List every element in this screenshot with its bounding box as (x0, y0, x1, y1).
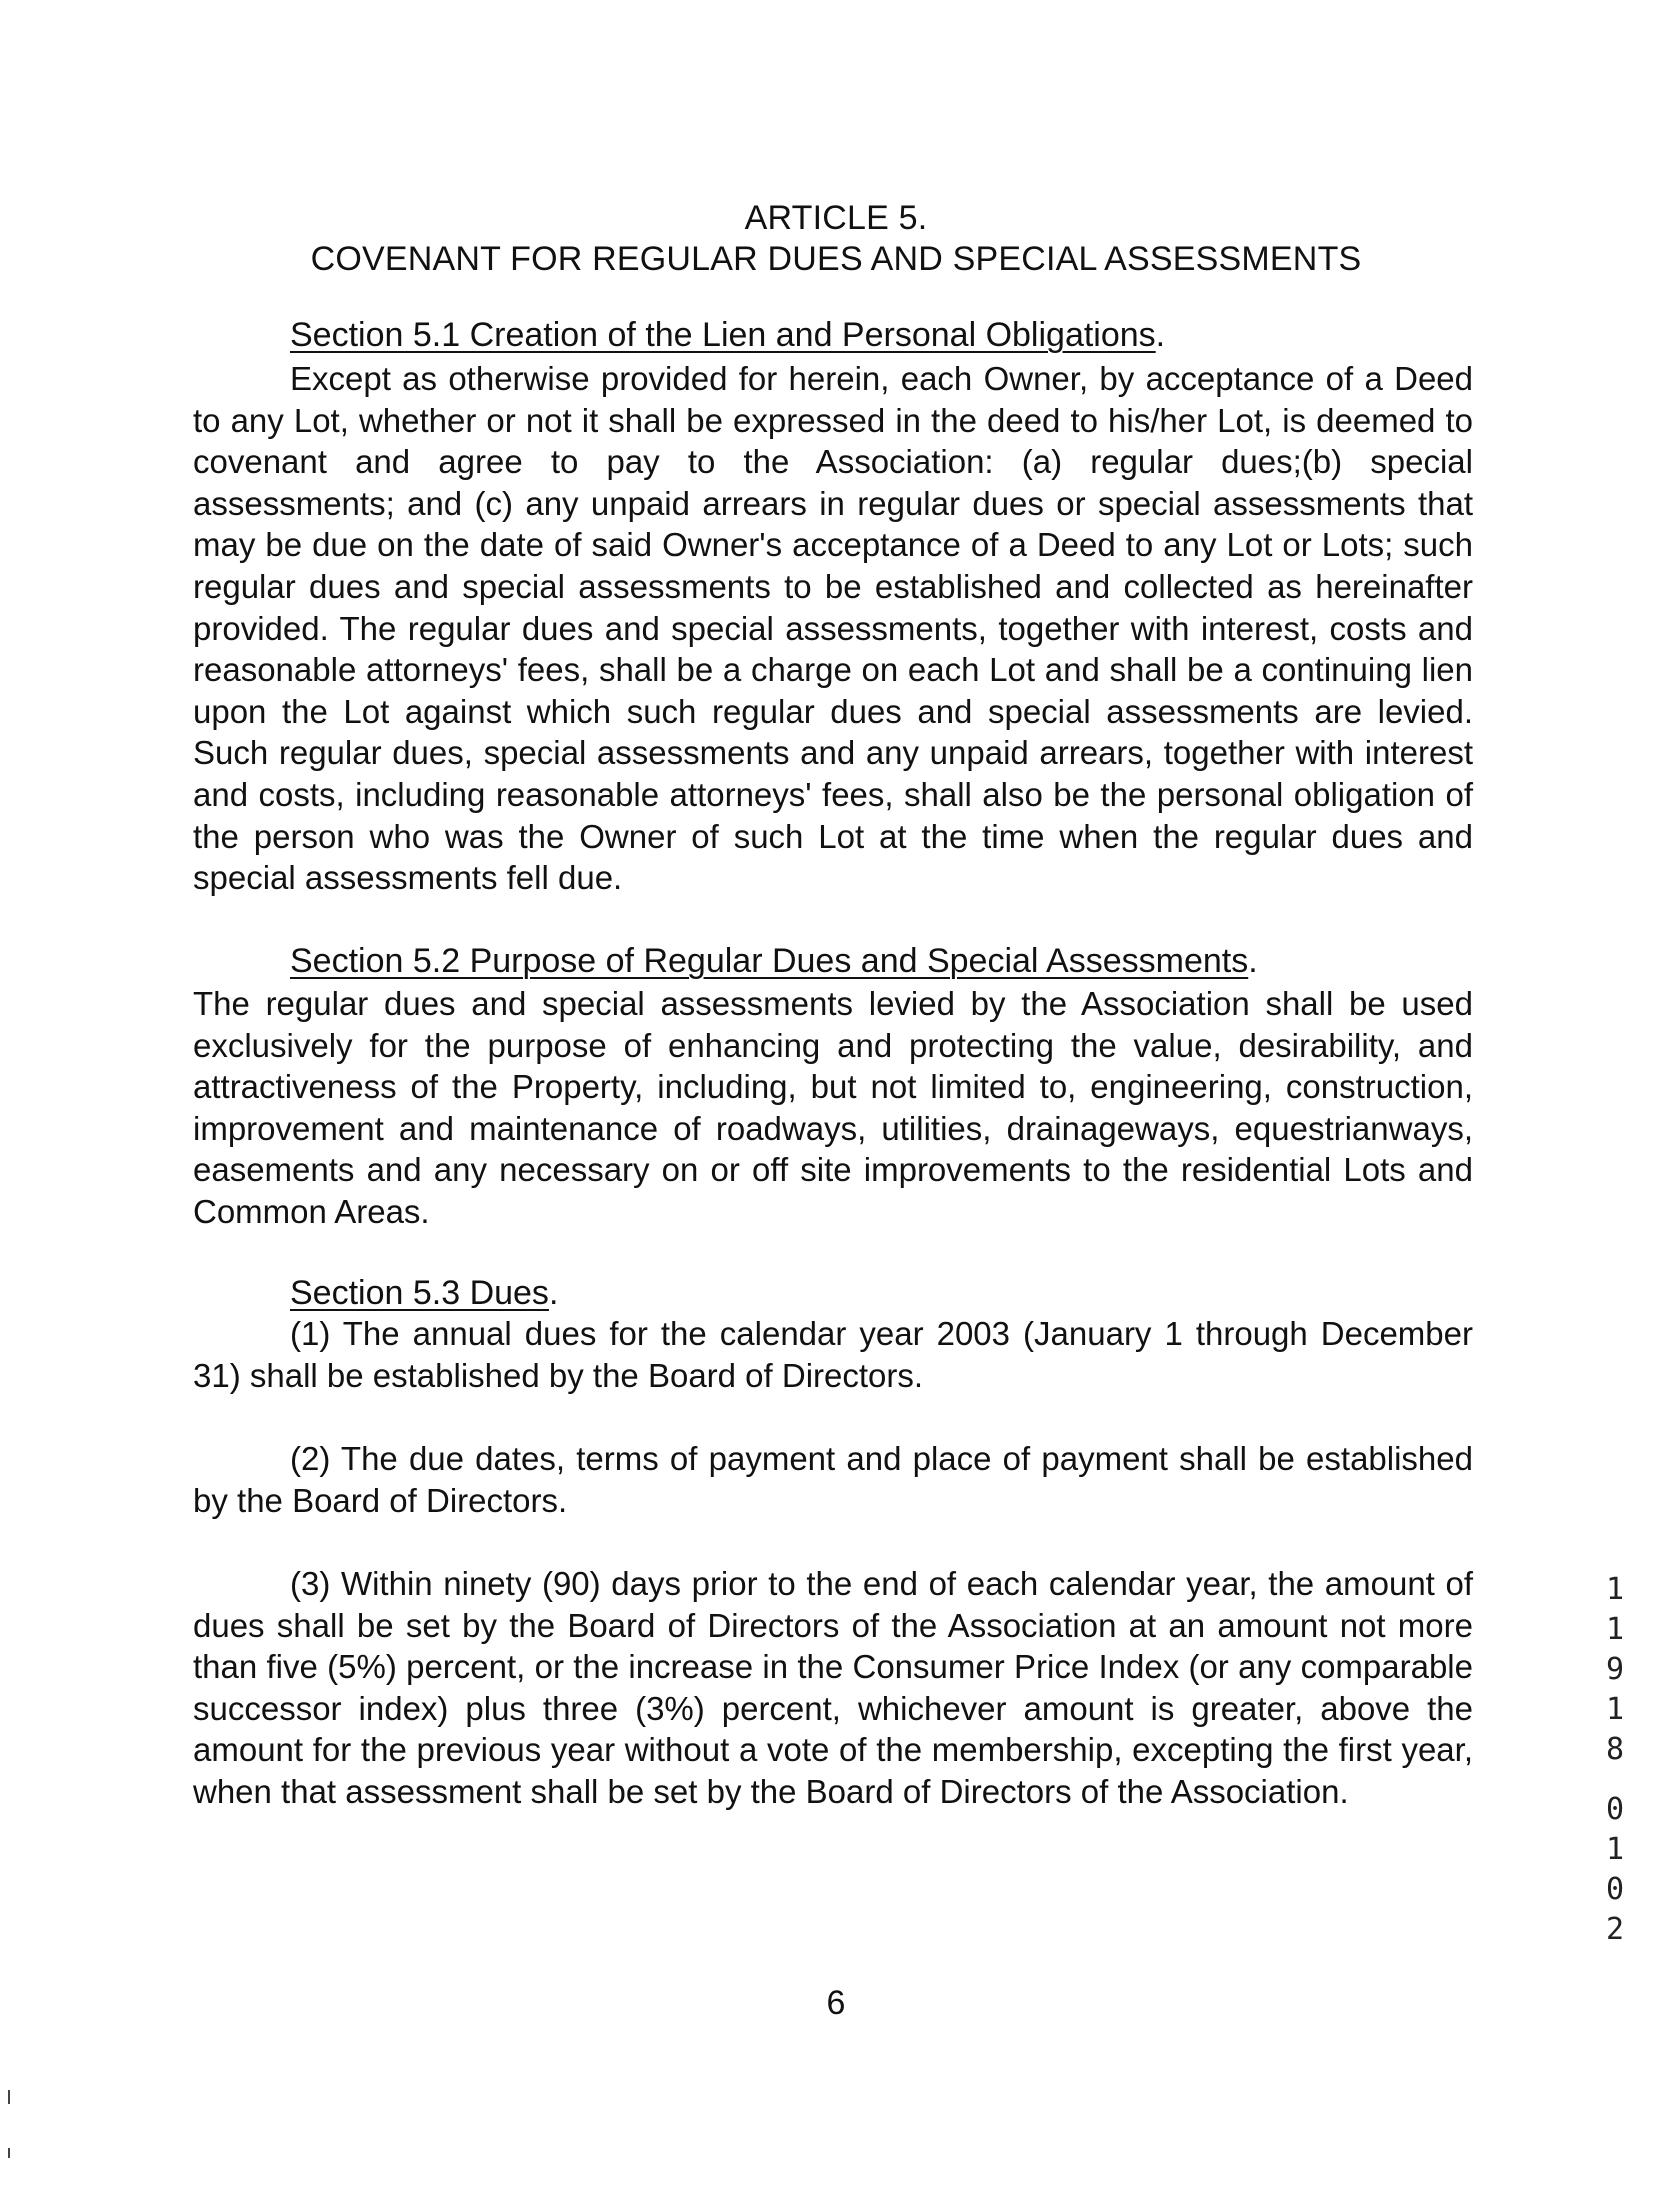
stamp-digit: 9 (1605, 1652, 1625, 1687)
section-5-3-heading (290, 1272, 558, 1314)
section-5-3-item-1: (1) The annual dues for the calendar year 2003 (January 1 through December 31) shall be established by the Board of Directors. (193, 1315, 1473, 1394)
stamp-digit: 0 (1605, 1872, 1625, 1907)
section-5-3-item-3: (3) Within ninety (90) days prior to the end of each calendar year, the amount of dues shall be set by the Board of Directors of the Association at an amount not more than five (5%) percent, or the increase in the Consumer Price Index (or any comparable successor index) plus three (3%) percent, whichever amount is greater, above the amount for the previous year without a vote of the membership, excepting the first year, when that assessment shall be set by the Board of Directors of the Association. (193, 1565, 1473, 1810)
section-5-3-period: . (548, 1274, 559, 1312)
section-5-2-heading (290, 940, 1258, 982)
stamp-digit: 0 (1605, 1792, 1625, 1827)
article-subtitle: COVENANT FOR REGULAR DUES AND SPECIAL ASSESSMENTS (310, 240, 1362, 278)
section-5-2-body: The regular dues and special assessments levied by the Association shall be used exclusively for the purpose of enhancing and protecting the value, desirability, and attractiveness of the Property, including, but not limited to, engineering, construction, improvement and maintenance of roadways, utilities, drainageways, equestrianways, easements and any necessary on or off site improvements to the residential Lots and Common Areas. (193, 985, 1473, 1230)
section-5-1-heading (290, 314, 1165, 356)
stamp-digit: 1 (1605, 1692, 1625, 1727)
article-title: ARTICLE 5. (744, 199, 928, 237)
scan-mark (8, 2148, 10, 2158)
recording-stamp (1595, 1570, 1635, 1950)
section-5-3-title: Section 5.3 Dues (290, 1274, 549, 1312)
stamp-gap (1595, 1770, 1635, 1790)
section-5-2-period: . (1248, 942, 1258, 980)
section-5-1-title: Section 5.1 Creation of the Lien and Personal Obligations (290, 316, 1156, 354)
section-5-1-period: . (1155, 316, 1166, 354)
section-5-2-title: Section 5.2 Purpose of Regular Dues and Special Assessments (290, 942, 1249, 980)
stamp-digit: 8 (1605, 1732, 1625, 1767)
section-5-1-body: Except as otherwise provided for herein, each Owner, by acceptance of a Deed to any Lot, whether or not it shall be expressed in the deed to his/her Lot, is deemed to covenant and agree to pay to the Association: (a) regular dues;(b) special assessments; and (c) any unpaid arrears in regular dues or special assessments that may be due on the date of said Owner's acceptance of a Deed to any Lot or Lots; such regular dues and special assessments to be established and collected as hereinafter provided. The regular dues and special assessments, together with interest, costs and reasonable attorneys' fees, shall be a charge on each Lot and shall be a continuing lien upon the Lot against which such regular dues and special assessments are levied. Such regular dues, special assessments and any unpaid arrears, together with interest and costs, including reasonable attorneys' fees, shall also be the personal obligation of the person who was the Owner of such Lot at the time when the regular dues and special assessments fell due. (193, 360, 1473, 897)
scan-mark (8, 2090, 10, 2104)
stamp-digit: 1 (1605, 1612, 1625, 1647)
stamp-digit: 2 (1605, 1912, 1625, 1947)
stamp-digit: 1 (1605, 1832, 1625, 1867)
section-5-3-item-2: (2) The due dates, terms of payment and place of payment shall be established by the Board of Directors. (193, 1440, 1473, 1519)
page-number: 6 (826, 1984, 846, 2022)
stamp-digit: 1 (1605, 1572, 1625, 1607)
